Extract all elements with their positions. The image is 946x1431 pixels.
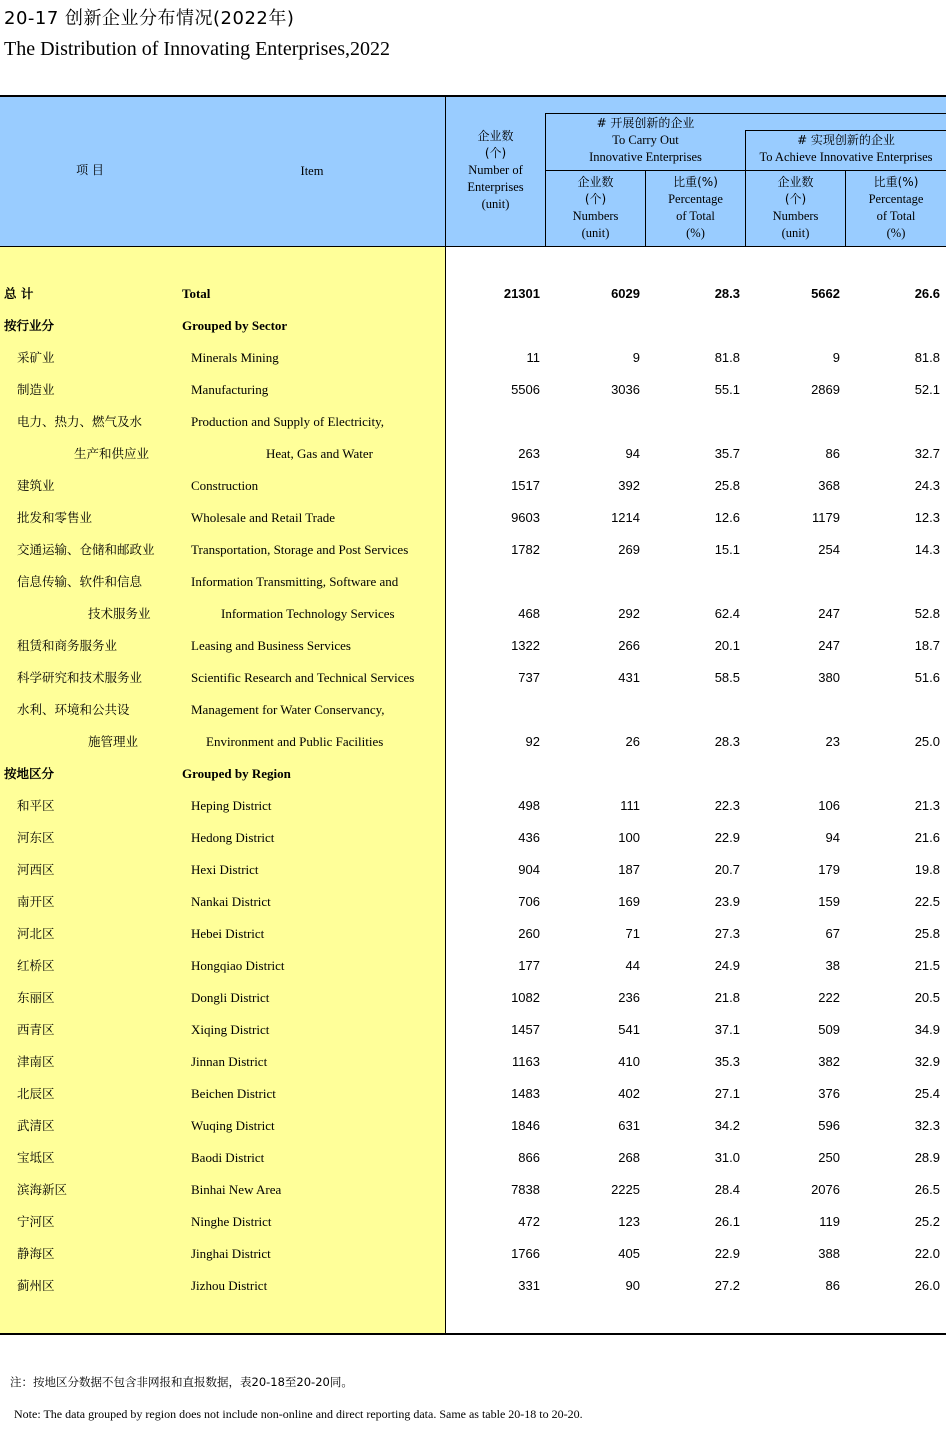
row-label-en: Jizhou District [191,1278,268,1293]
cell-value: 20.7 [714,862,740,877]
cell-value: 21.6 [914,830,940,845]
cell-value: 2869 [811,382,840,397]
table-row [0,1110,946,1142]
row-label-en: Baodi District [191,1150,265,1165]
cell-value: 247 [818,638,840,653]
header-total-enterprises: 企业数 (个) Number of Enterprises (unit) [467,129,524,211]
cell-value: 51.6 [914,670,940,685]
cell-value: 11 [526,350,540,365]
cell-value: 25.2 [914,1214,940,1229]
cell-value: 1782 [511,542,540,557]
table-row [0,918,946,950]
cell-value: 254 [818,542,840,557]
row-label-cn: 信息传输、软件和信息 [17,574,143,589]
cell-value: 32.7 [914,446,940,461]
cell-value: 28.3 [714,286,740,301]
page-title-en: The Distribution of Innovating Enterprises,2022 [4,38,391,60]
table-row [0,694,946,726]
cell-value: 28.4 [714,1182,740,1197]
row-label-en: Heat, Gas and Water [266,446,374,461]
table-top-rule [0,95,946,97]
cell-value: 52.8 [914,606,940,621]
cell-value: 268 [618,1150,640,1165]
cell-value: 3036 [611,382,640,397]
cell-value: 1517 [511,478,540,493]
cell-value: 904 [518,862,540,877]
cell-value: 28.9 [914,1150,940,1165]
row-label-cn: 电力、热力、燃气及水 [17,414,143,429]
table-row [0,1014,946,1046]
cell-value: 25.0 [914,734,940,749]
header-divider [545,113,946,114]
row-label-cn: 按地区分 [4,766,55,781]
header-divider [745,130,946,131]
table-row [0,886,946,918]
cell-value: 21.5 [914,958,940,973]
row-label-en: Information Technology Services [221,606,395,621]
row-label-en: Hongqiao District [191,958,285,973]
cell-value: 86 [825,1278,840,1293]
cell-value: 9 [632,350,640,365]
note-en: Note: The data grouped by region does not include non-online and direct reporting data. Same as table 20-18 to 20-20. [14,1407,583,1421]
cell-value: 38 [825,958,840,973]
row-label-cn: 静海区 [17,1246,55,1261]
cell-value: 866 [518,1150,540,1165]
cell-value: 9 [832,350,840,365]
cell-value: 1322 [511,638,540,653]
cell-value: 22.9 [714,830,740,845]
cell-value: 26.0 [914,1278,940,1293]
table-row [0,438,946,470]
row-label-cn: 西青区 [17,1022,55,1037]
header-item-cn: 项 目 [76,163,104,177]
cell-value: 498 [518,798,540,813]
cell-value: 35.3 [714,1054,740,1069]
row-label-en: Information Transmitting, Software and [191,574,399,589]
cell-value: 236 [618,990,640,1005]
page-title-cn: 20-17 创新企业分布情况(2022年) [4,8,295,29]
cell-value: 15.1 [714,542,740,557]
row-label-en: Transportation, Storage and Post Services [191,542,409,557]
cell-value: 292 [618,606,640,621]
cell-value: 34.9 [914,1022,940,1037]
table-row [0,726,946,758]
cell-value: 380 [818,670,840,685]
cell-value: 27.2 [714,1278,740,1293]
cell-value: 26.5 [914,1182,940,1197]
row-label-en: Binhai New Area [191,1182,282,1197]
cell-value: 402 [618,1086,640,1101]
row-label-en: Jinnan District [191,1054,268,1069]
row-label-en: Grouped by Sector [182,318,288,333]
cell-value: 269 [618,542,640,557]
header-achieve-percentage: 比重(%) Percentage of Total (%) [868,175,924,240]
cell-value: 100 [618,830,640,845]
cell-value: 32.3 [914,1118,940,1133]
cell-value: 1766 [511,1246,540,1261]
row-label-cn: 科学研究和技术服务业 [17,670,143,685]
table-row [0,854,946,886]
row-label-en: Xiqing District [191,1022,270,1037]
row-label-cn: 按行业分 [4,318,55,333]
row-label-en: Total [182,286,211,301]
cell-value: 1846 [511,1118,540,1133]
cell-value: 1179 [812,510,840,525]
row-label-cn: 制造业 [17,382,55,397]
cell-value: 22.0 [914,1246,940,1261]
row-label-en: Hedong District [191,830,275,845]
cell-value: 21.8 [714,990,740,1005]
cell-value: 541 [618,1022,640,1037]
cell-value: 25.8 [914,926,940,941]
cell-value: 177 [518,958,540,973]
table-header-rule [0,246,946,247]
row-label-cn: 水利、环境和公共设 [17,702,130,717]
cell-value: 368 [818,478,840,493]
row-label-en: Wuqing District [191,1118,275,1133]
row-label-en: Grouped by Region [182,766,291,781]
row-label-en: Hebei District [191,926,265,941]
table-row [0,1238,946,1270]
table-row [0,566,946,598]
cell-value: 25.8 [714,478,740,493]
row-label-en: Ninghe District [191,1214,272,1229]
cell-value: 382 [818,1054,840,1069]
row-label-en: Environment and Public Facilities [206,734,384,749]
row-label-cn: 建筑业 [17,478,55,493]
cell-value: 250 [818,1150,840,1165]
row-label-cn: 和平区 [17,798,55,813]
table-row [0,534,946,566]
cell-value: 392 [618,478,640,493]
cell-value: 67 [825,926,840,941]
cell-value: 431 [618,670,640,685]
cell-value: 410 [618,1054,640,1069]
table-row [0,1270,946,1302]
cell-value: 1483 [511,1086,540,1101]
cell-value: 71 [625,926,640,941]
header-group-achieve: # 实现创新的企业 To Achieve Innovative Enterprises [759,133,933,164]
cell-value: 18.7 [914,638,940,653]
header-divider [545,170,946,171]
row-label-cn: 租赁和商务服务业 [17,638,118,653]
cell-value: 34.2 [714,1118,740,1133]
table-row [0,310,946,342]
cell-value: 23 [825,734,840,749]
row-label-en: Heping District [191,798,272,813]
cell-value: 2076 [811,1182,840,1197]
table-row [0,374,946,406]
table-row [0,1142,946,1174]
cell-value: 20.5 [914,990,940,1005]
row-label-cn: 交通运输、仓储和邮政业 [17,542,155,557]
cell-value: 22.5 [914,894,940,909]
cell-value: 5506 [511,382,540,397]
cell-value: 1457 [511,1022,540,1037]
cell-value: 1214 [611,510,640,525]
row-label-cn: 宁河区 [17,1214,55,1229]
cell-value: 263 [518,446,540,461]
table-row [0,278,946,310]
cell-value: 2225 [611,1182,640,1197]
row-label-cn: 技术服务业 [88,606,151,621]
cell-value: 27.3 [714,926,740,941]
cell-value: 159 [818,894,840,909]
row-label-en: Hexi District [191,862,259,877]
table-row [0,342,946,374]
header-carry-numbers: 企业数 (个) Numbers (unit) [572,175,619,240]
row-label-en: Management for Water Conservancy, [191,702,385,717]
row-label-en: Scientific Research and Technical Services [191,670,415,685]
cell-value: 247 [818,606,840,621]
row-label-en: Construction [191,478,259,493]
cell-value: 631 [618,1118,640,1133]
row-label-cn: 河西区 [17,862,55,877]
cell-value: 266 [618,638,640,653]
row-label-cn: 蓟州区 [17,1278,55,1293]
row-label-cn: 批发和零售业 [17,510,93,525]
cell-value: 90 [625,1278,640,1293]
cell-value: 62.4 [714,606,740,621]
cell-value: 28.3 [714,734,740,749]
cell-value: 1163 [512,1054,540,1069]
row-label-cn: 滨海新区 [17,1182,68,1197]
cell-value: 24.9 [714,958,740,973]
row-label-cn: 东丽区 [17,990,55,1005]
table-row [0,1206,946,1238]
cell-value: 596 [818,1118,840,1133]
row-label-cn: 武清区 [17,1118,55,1133]
cell-value: 12.6 [714,510,740,525]
row-label-en: Minerals Mining [191,350,279,365]
cell-value: 436 [518,830,540,845]
cell-value: 31.0 [714,1150,740,1165]
row-label-cn: 河北区 [17,926,55,941]
table-row [0,950,946,982]
row-label-cn: 采矿业 [17,350,55,365]
cell-value: 44 [625,958,640,973]
table-row [0,822,946,854]
row-label-cn: 施管理业 [88,734,139,749]
cell-value: 331 [518,1278,540,1293]
header-carry-percentage: 比重(%) Percentage of Total (%) [668,175,723,240]
cell-value: 26.6 [914,286,940,301]
cell-value: 12.3 [914,510,940,525]
row-label-en: Beichen District [191,1086,276,1101]
cell-value: 21301 [503,286,540,301]
table-row [0,470,946,502]
cell-value: 388 [818,1246,840,1261]
cell-value: 111 [620,798,640,813]
cell-value: 260 [518,926,540,941]
table-row [0,630,946,662]
row-label-cn: 河东区 [17,830,55,845]
table-row [0,1078,946,1110]
table-row [0,598,946,630]
cell-value: 94 [625,446,640,461]
cell-value: 81.8 [914,350,940,365]
cell-value: 119 [819,1214,840,1229]
cell-value: 25.4 [914,1086,940,1101]
row-label-en: Dongli District [191,990,270,1005]
row-label-cn: 北辰区 [17,1086,55,1101]
cell-value: 106 [818,798,840,813]
cell-value: 19.8 [914,862,940,877]
cell-value: 21.3 [914,798,940,813]
cell-value: 376 [818,1086,840,1101]
cell-value: 706 [518,894,540,909]
cell-value: 14.3 [914,542,940,557]
row-label-en: Wholesale and Retail Trade [191,510,336,525]
table-row [0,758,946,790]
cell-value: 20.1 [714,638,740,653]
row-label-cn: 宝坻区 [17,1150,55,1165]
cell-value: 58.5 [714,670,740,685]
cell-value: 472 [518,1214,540,1229]
cell-value: 24.3 [914,478,940,493]
row-label-cn: 生产和供应业 [74,446,150,461]
table-row [0,662,946,694]
cell-value: 222 [818,990,840,1005]
note-cn: 注：按地区分数据不包含非网报和直报数据，表20-18至20-20同。 [10,1375,353,1389]
row-label-en: Nankai District [191,894,271,909]
table-row [0,1174,946,1206]
row-label-en: Production and Supply of Electricity, [191,414,385,429]
row-label-cn: 红桥区 [17,958,55,973]
table-bottom-rule [0,1333,946,1335]
cell-value: 81.8 [714,350,740,365]
cell-value: 179 [818,862,840,877]
cell-value: 22.3 [714,798,740,813]
cell-value: 468 [518,606,540,621]
cell-value: 86 [825,446,840,461]
cell-value: 509 [818,1022,840,1037]
row-label-cn: 南开区 [17,894,55,909]
cell-value: 26.1 [714,1214,740,1229]
row-label-en: Leasing and Business Services [191,638,351,653]
header-group-carry-out: # 开展创新的企业 To Carry Out Innovative Enterprises [589,116,702,164]
cell-value: 7838 [511,1182,540,1197]
cell-value: 35.7 [714,446,740,461]
cell-value: 94 [825,830,840,845]
table-row [0,790,946,822]
table-row [0,1046,946,1078]
row-label-cn: 津南区 [17,1054,55,1069]
cell-value: 737 [518,670,540,685]
cell-value: 22.9 [714,1246,740,1261]
row-label-en: Manufacturing [191,382,269,397]
table-row [0,502,946,534]
cell-value: 6029 [611,286,640,301]
cell-value: 405 [618,1246,640,1261]
cell-value: 55.1 [714,382,740,397]
header-achieve-numbers: 企业数 (个) Numbers (unit) [772,175,819,240]
cell-value: 123 [618,1214,640,1229]
table-row [0,406,946,438]
cell-value: 27.1 [714,1086,740,1101]
cell-value: 5662 [811,286,840,301]
cell-value: 187 [618,862,640,877]
cell-value: 23.9 [714,894,740,909]
cell-value: 52.1 [914,382,940,397]
row-label-cn: 总 计 [4,286,34,301]
cell-value: 1082 [511,990,540,1005]
cell-value: 169 [618,894,640,909]
cell-value: 26 [625,734,640,749]
cell-value: 32.9 [914,1054,940,1069]
cell-value: 9603 [511,510,540,525]
row-label-en: Jinghai District [191,1246,271,1261]
table-row [0,982,946,1014]
cell-value: 92 [525,734,540,749]
cell-value: 37.1 [714,1022,740,1037]
header-item-en: Item [300,164,324,178]
